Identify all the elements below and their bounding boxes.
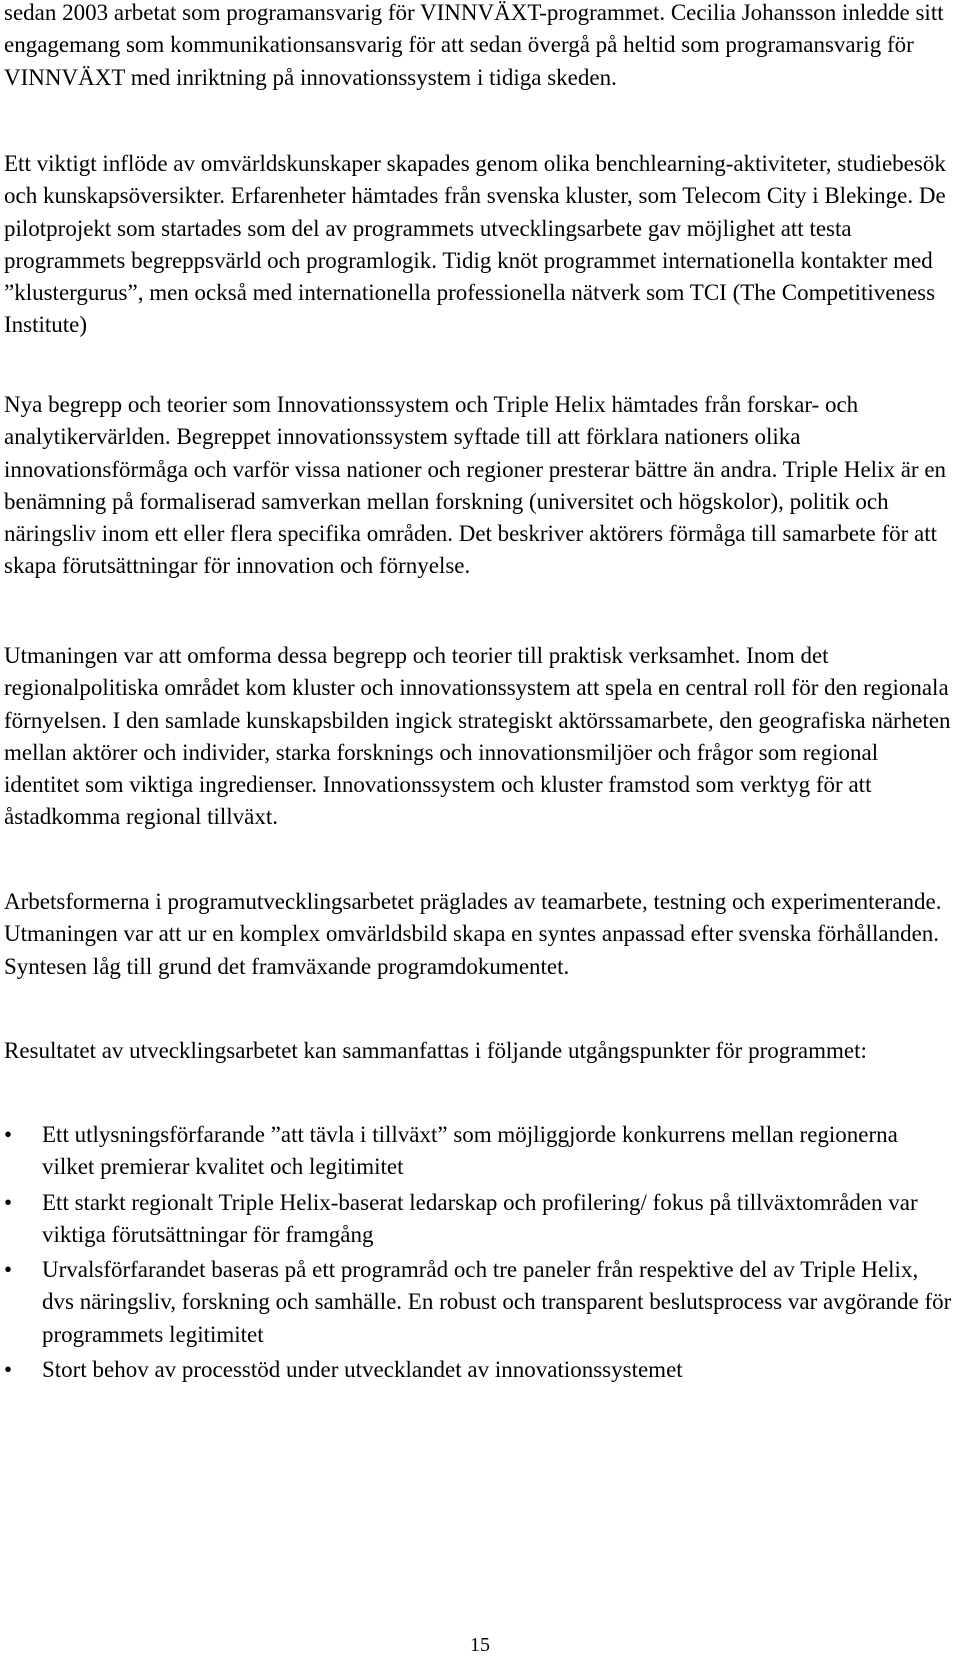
bullet-icon: •: [4, 1122, 13, 1147]
starting-points-list: [4, 1119, 952, 1389]
paragraph-challenge: Utmaningen var att omforma dessa begrepp och teorier till praktisk verksamhet. Inom det regionalpolitiska området kom kluster och innovationssystem att spela en central roll för den regionala förnyelsen. I den samlade kunskapsbilden ingick strategiskt aktörssamarbete, den geografiska närheten mellan aktörer och individer, starka forsknings och innovationsmiljöer och frågor som regional identitet som viktiga ingredienser. Innovationssystem och kluster framstod som verktyg för att åstadkomma regional tillväxt.: [4, 643, 951, 830]
paragraph-program-responsibility: sedan 2003 arbetat som programansvarig för VINNVÄXT-programmet. Cecilia Johansson inledde sitt engagemang som kommunikationsansvarig för att sedan övergå på heltid som programansvarig för VINNVÄXT med inriktning på innovationssystem i tidiga skeden.: [4, 0, 944, 90]
page-number: 15: [470, 1634, 490, 1656]
list-item: [4, 1187, 952, 1252]
list-item-text: Urvalsförfarandet baseras på ett programråd och tre paneler från respektive del av Triple Helix, dvs näringsliv, forskning och samhälle. En robust och transparent beslutsprocess var avgörande för programmets legitimitet: [42, 1257, 952, 1347]
paragraph-external-knowledge: Ett viktigt inflöde av omvärldskunskaper skapades genom olika benchlearning-aktiviteter, studiebesök och kunskapsöversikter. Erfarenheter hämtades från svenska kluster, som Telecom City i Blekinge. De pilotprojekt som startades som del av programmets utvecklingsarbete gav möjlighet att testa programmets begreppsvärld och programlogik. Tidig knöt programmet internationella kontakter med ”klustergurus”, men också med internationella professionella nätverk som TCI (The Competitiveness Institute): [4, 151, 946, 338]
bullet-icon: •: [4, 1189, 13, 1215]
list-item-text: Ett utlysningsförfarande ”att tävla i tillväxt” som möjliggjorde konkurrens mellan regionerna vilket premierar kvalitet och legitimitet: [42, 1122, 898, 1180]
list-item: [4, 1354, 952, 1386]
list-item: [4, 1119, 952, 1184]
paragraph-working-methods: Arbetsformerna i programutvecklingsarbetet präglades av teamarbete, testning och experimenterande. Utmaningen var att ur en komplex omvärldsbild skapa en syntes anpassad efter svenska förhållanden. Syntesen låg till grund det framväxande programdokumentet.: [4, 889, 942, 979]
bullet-icon: •: [4, 1357, 13, 1383]
list-item-text: Ett starkt regionalt Triple Helix-baserat ledarskap och profilering/ fokus på tillväxtområden var viktiga förutsättningar för framgång: [42, 1189, 918, 1247]
paragraph-new-concepts: Nya begrepp och teorier som Innovationssystem och Triple Helix hämtades från forskar- och analytikervärlden. Begreppet innovationssystem syftade till att förklara nationers olika innovationsförmåga och varför vissa nationer och regioner presterar bättre än andra. Triple Helix är en benämning på formaliserad samverkan mellan forskning (universitet och högskolor), politik och näringsliv inom ett eller flera specifika områden. Det beskriver aktörers förmåga till samarbete för att skapa förutsättningar för innovation och förnyelse.: [4, 392, 947, 579]
list-item-text: Stort behov av processtöd under utvecklandet av innovationssystemet: [42, 1357, 683, 1383]
bullet-icon: •: [4, 1257, 13, 1283]
list-item: [4, 1254, 952, 1351]
paragraph-results-intro: Resultatet av utvecklingsarbetet kan sammanfattas i följande utgångspunkter för programmet:: [4, 1038, 867, 1063]
